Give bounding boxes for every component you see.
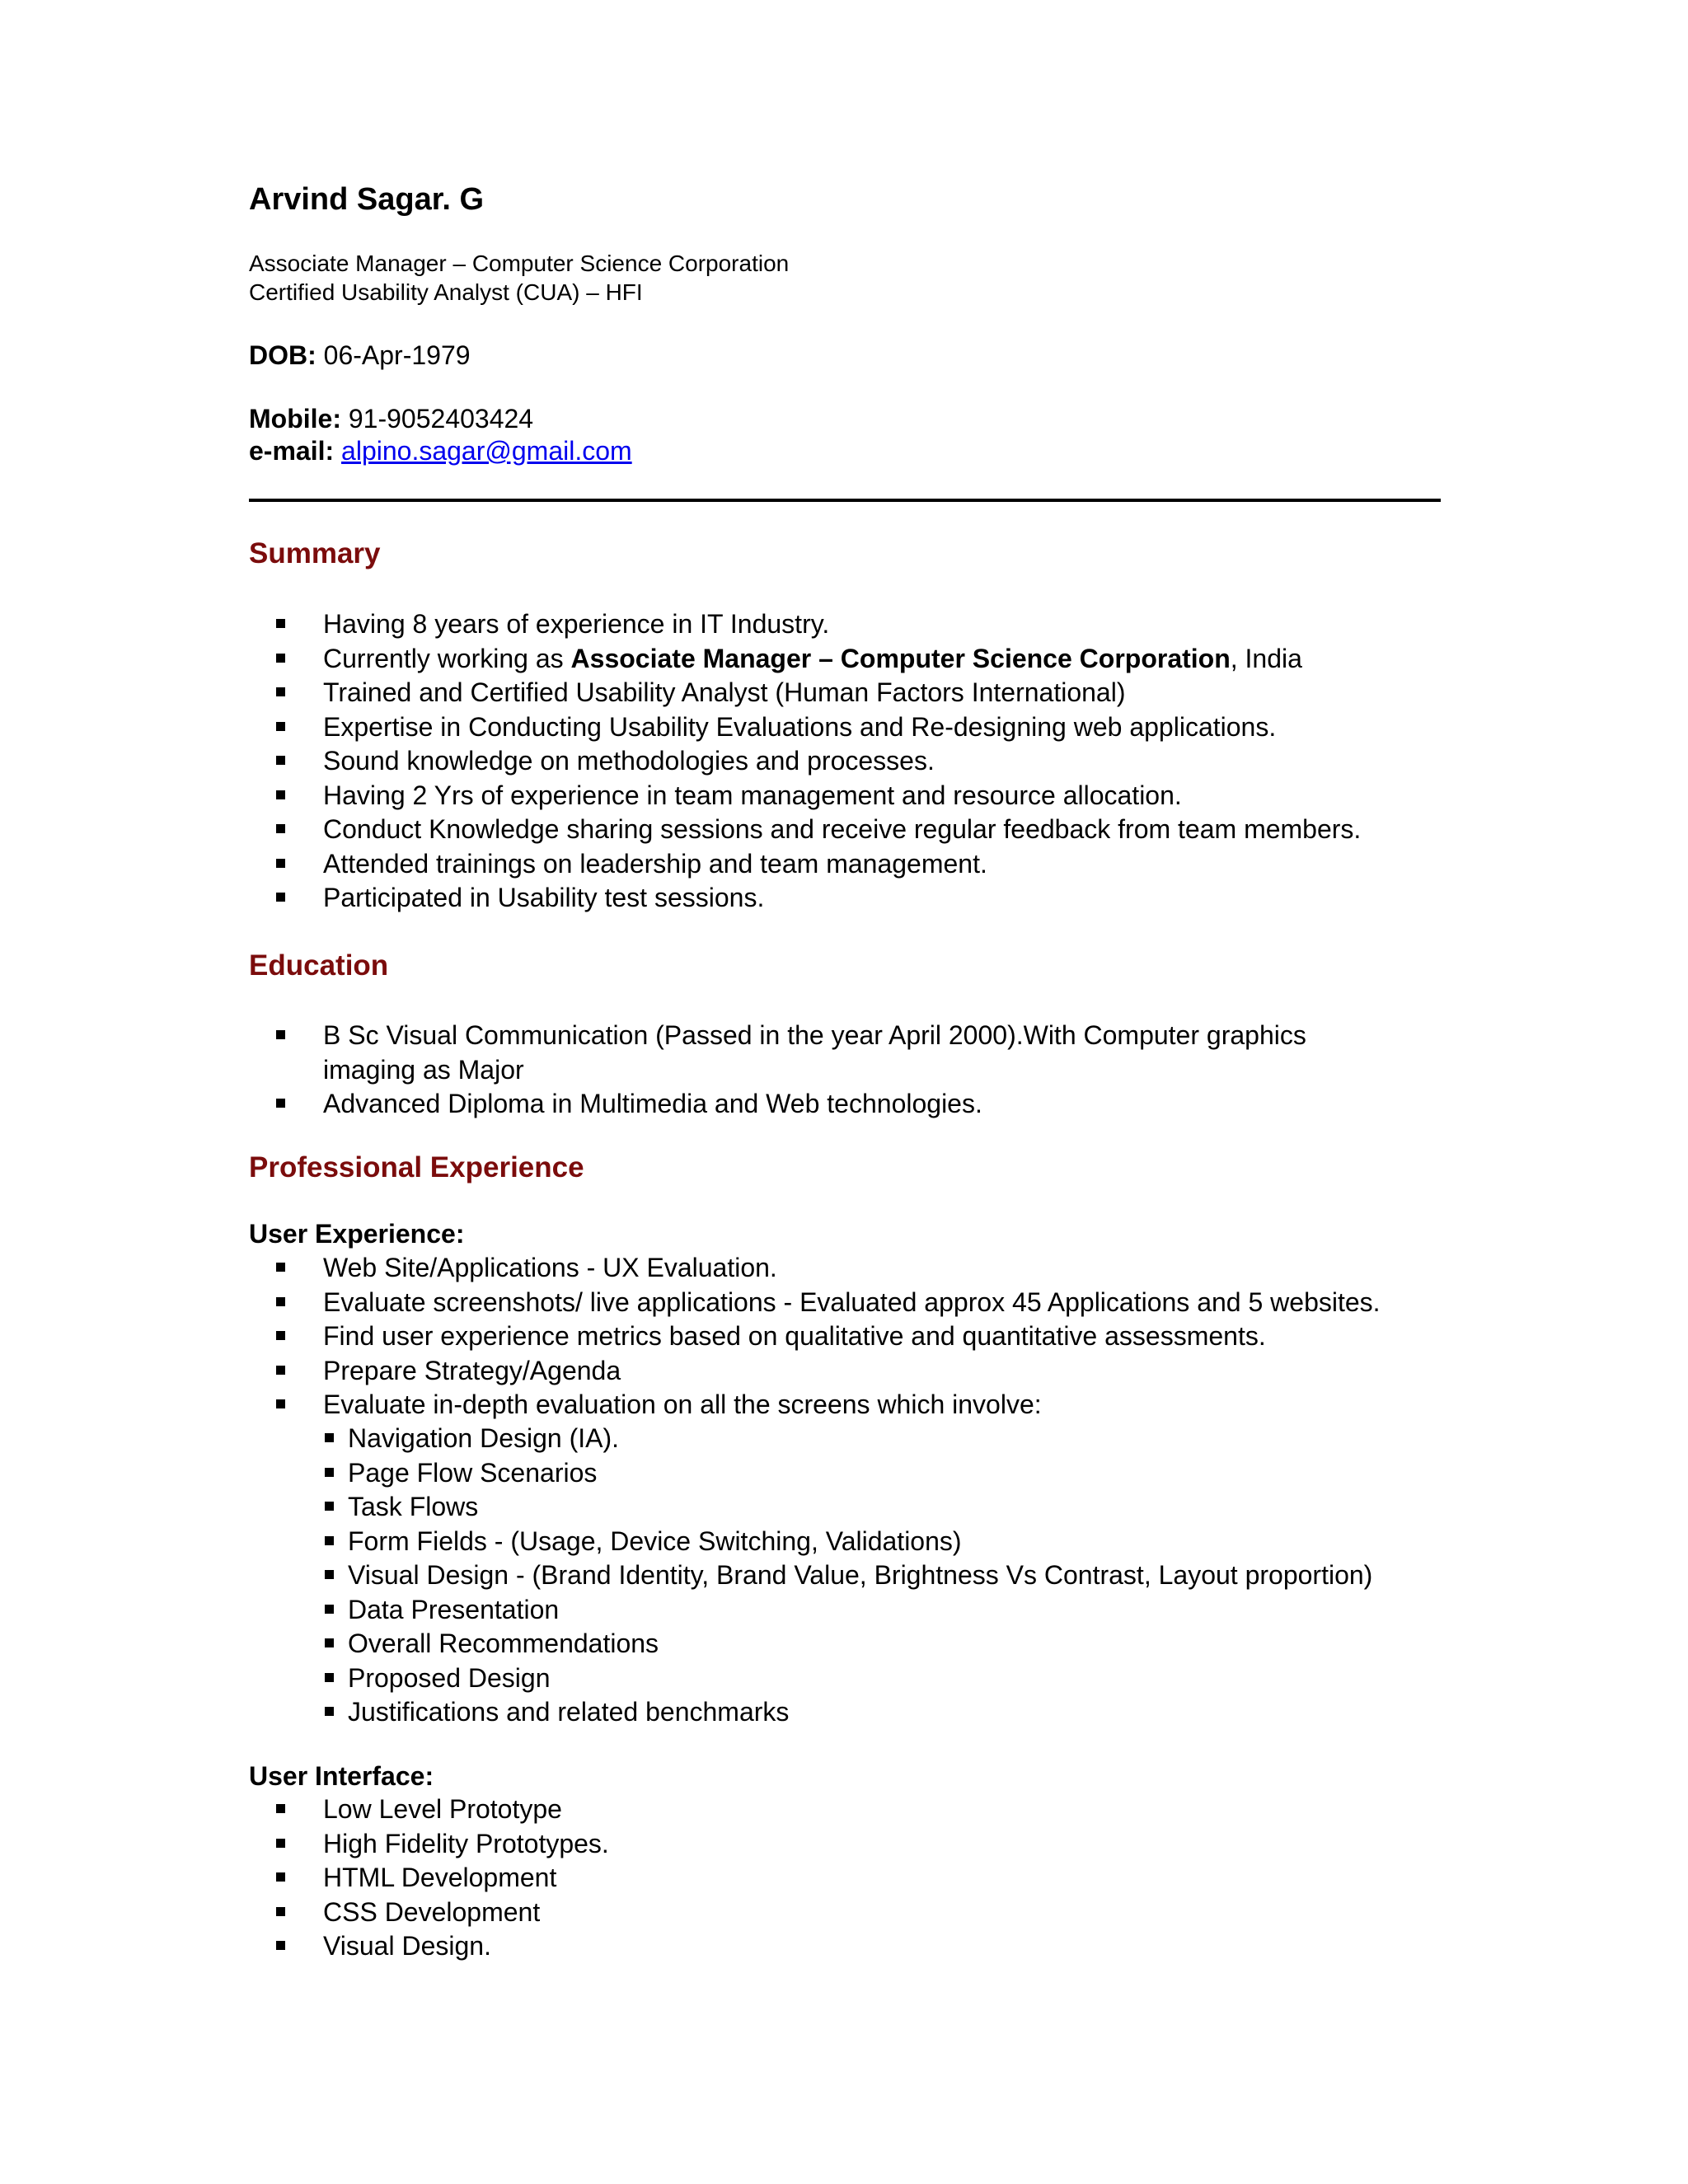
list-item: Currently working as Associate Manager – Computer Science Corporation, India [249,642,1441,677]
square-bullet-icon [276,1941,285,1950]
square-bullet-icon [276,893,285,902]
email-row [249,434,632,467]
list-item: Having 8 years of experience in IT Industry. [249,607,1441,642]
user-experience-heading: User Experience: [249,1219,465,1249]
square-bullet-icon [276,722,285,731]
square-bullet-icon [276,1030,285,1039]
square-bullet-icon [276,1366,285,1375]
list-item: Low Level Prototype [249,1793,1441,1827]
square-bullet-icon [276,1263,285,1272]
square-bullet-icon [276,756,285,765]
list-item: Evaluate in-depth evaluation on all the screens which involve: [249,1388,1441,1422]
user-interface-heading: User Interface: [249,1761,434,1791]
list-item: High Fidelity Prototypes. [249,1827,1441,1862]
list-item: Navigation Design (IA). [249,1422,1441,1456]
square-bullet-icon [325,1433,334,1442]
square-bullet-icon [276,1907,285,1916]
square-bullet-icon [276,1839,285,1848]
list-item: Conduct Knowledge sharing sessions and receive regular feedback from team members. [249,813,1441,847]
square-bullet-icon [325,1638,334,1647]
evaluation-areas-list [249,1422,1441,1730]
list-item: Form Fields - (Usage, Device Switching, Validations) [249,1525,1441,1559]
square-bullet-icon [276,1872,285,1882]
email-label: e-mail: [249,436,335,466]
list-item: Trained and Certified Usability Analyst (Human Factors International) [249,676,1441,710]
list-item: Justifications and related benchmarks [249,1695,1441,1730]
list-item: Expertise in Conducting Usability Evaluations and Re-designing web applications. [249,710,1441,745]
list-item: Task Flows [249,1490,1441,1525]
dob-row [249,339,471,372]
list-item: Proposed Design [249,1661,1441,1696]
list-item: Sound knowledge on methodologies and processes. [249,744,1441,779]
certification: Certified Usability Analyst (CUA) – HFI [249,279,643,305]
list-item: Attended trainings on leadership and team management. [249,847,1441,882]
header-divider [249,499,1441,502]
user-interface-list [249,1793,1441,1964]
square-bullet-icon [325,1673,334,1682]
square-bullet-icon [325,1605,334,1614]
user-experience-list [249,1251,1441,1422]
list-item: CSS Development [249,1896,1441,1930]
square-bullet-icon [325,1468,334,1477]
square-bullet-icon [276,1804,285,1813]
mobile-label: Mobile: [249,404,341,434]
list-item: Data Presentation [249,1593,1441,1628]
list-item: Page Flow Scenarios [249,1456,1441,1491]
square-bullet-icon [276,687,285,696]
square-bullet-icon [325,1536,334,1545]
mobile-value: 91-9052403424 [340,404,534,434]
square-bullet-icon [276,1099,285,1108]
dob-label: DOB: [249,340,316,370]
email-link[interactable]: alpino.sagar@gmail.com [341,436,632,466]
summary-heading: Summary [249,537,381,569]
list-item: Overall Recommendations [249,1627,1441,1661]
square-bullet-icon [276,790,285,799]
summary-list [249,607,1441,916]
experience-heading: Professional Experience [249,1151,584,1183]
education-heading: Education [249,949,389,982]
list-item: Visual Design. [249,1929,1441,1964]
list-item: HTML Development [249,1861,1441,1896]
list-item: Evaluate screenshots/ live applications - Evaluated approx 45 Applications and 5 websites. [249,1286,1441,1320]
list-item: Having 2 Yrs of experience in team management and resource allocation. [249,779,1441,813]
list-item: Find user experience metrics based on qualitative and quantitative assessments. [249,1319,1441,1354]
square-bullet-icon [276,1297,285,1306]
list-item: Participated in Usability test sessions. [249,881,1441,916]
square-bullet-icon [276,824,285,833]
square-bullet-icon [276,619,285,628]
dob-value: 06-Apr-1979 [316,340,471,370]
list-item: Visual Design - (Brand Identity, Brand Value, Brightness Vs Contrast, Layout proportion) [249,1558,1441,1593]
square-bullet-icon [276,654,285,663]
square-bullet-icon [325,1502,334,1511]
candidate-name: Arvind Sagar. G [249,182,485,217]
square-bullet-icon [325,1570,334,1579]
mobile-row [249,402,533,435]
square-bullet-icon [276,1331,285,1340]
education-list [249,1019,1386,1122]
list-item: Prepare Strategy/Agenda [249,1354,1441,1389]
square-bullet-icon [325,1707,334,1716]
square-bullet-icon [276,859,285,868]
list-item: Web Site/Applications - UX Evaluation. [249,1251,1441,1286]
square-bullet-icon [276,1399,285,1408]
list-item: B Sc Visual Communication (Passed in the year April 2000).With Computer graphics imaging as Major [249,1019,1378,1087]
job-title: Associate Manager – Computer Science Corporation [249,251,790,276]
list-item: Advanced Diploma in Multimedia and Web technologies. [249,1087,1386,1122]
